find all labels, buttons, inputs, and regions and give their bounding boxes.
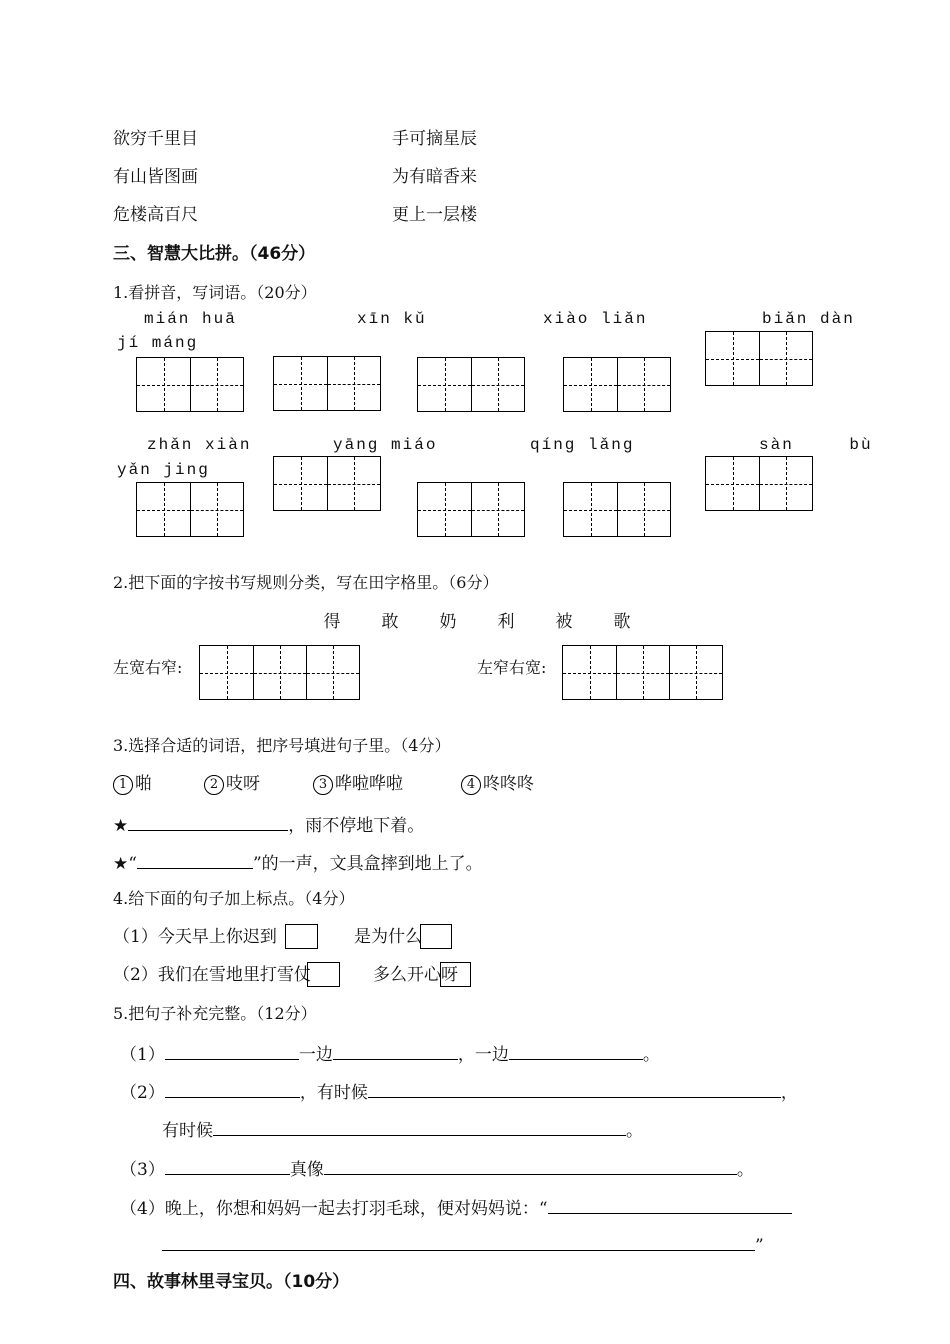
- blank-q5-4b[interactable]: [162, 1232, 755, 1251]
- tian-grid-san-bu[interactable]: [705, 456, 813, 511]
- pinyin-qing-lang: qíng lǎng: [530, 436, 635, 454]
- q5-line-2: （2） ，有时候 ，: [120, 1079, 798, 1104]
- option-3: 3 哗啦哗啦: [313, 773, 403, 795]
- circled-number: 2: [204, 775, 224, 795]
- char-de: 得: [323, 612, 341, 632]
- q5-line-1: （1） 一边 ，一边 。: [120, 1041, 660, 1066]
- punctuation-box-2[interactable]: [420, 924, 452, 949]
- poem-right-3: 更上一层楼: [392, 205, 477, 225]
- q4-sentence-1a: （1）今天早上你迟到: [113, 927, 277, 947]
- q3-sentence-1: ★ ，雨不停地下着。: [113, 812, 424, 837]
- blank-q5-2b[interactable]: [368, 1079, 781, 1098]
- pinyin-yang-miao: yāng miáo: [333, 436, 438, 454]
- poem-left-1: 欲穷千里目: [113, 129, 198, 149]
- blank-q5-1c[interactable]: [509, 1041, 643, 1060]
- q4-sentence-1b: 是为什么: [354, 927, 422, 947]
- char-li: 利: [497, 612, 515, 632]
- q2-title: 2.把下面的字按书写规则分类，写在田字格里。（6分）: [113, 573, 499, 592]
- q3-sentence-2: ★“ ”的一声，文具盒摔到地上了。: [113, 850, 483, 875]
- blank-q5-3a[interactable]: [165, 1156, 290, 1175]
- tian-grid-ji-mang[interactable]: [136, 357, 244, 412]
- blank-1[interactable]: [128, 812, 288, 831]
- tian-grid-right-wide[interactable]: [562, 645, 723, 700]
- blank-q5-2a[interactable]: [165, 1079, 300, 1098]
- q5-line-4b: ”: [162, 1232, 764, 1257]
- pinyin-mian-hua: mián huā: [144, 310, 237, 328]
- q1-title: 1.看拼音，写词语。（20分）: [113, 283, 317, 302]
- poem-right-2: 为有暗香来: [392, 167, 477, 187]
- char-nai: 奶: [439, 612, 457, 632]
- pinyin-ji-mang: jí máng: [117, 334, 199, 352]
- pinyin-xiao-lian: xiào liǎn: [543, 310, 648, 328]
- poem-left-2: 有山皆图画: [113, 167, 198, 187]
- star-icon: ★: [113, 816, 129, 836]
- blank-q5-1b[interactable]: [333, 1041, 458, 1060]
- tian-grid-yan-jing[interactable]: [136, 482, 244, 537]
- circled-number: 1: [113, 775, 133, 795]
- tian-grid-mian-hua[interactable]: [273, 356, 381, 411]
- tian-grid-bian-dan[interactable]: [705, 331, 813, 386]
- blank-q5-3b[interactable]: [324, 1156, 737, 1175]
- char-ge: 歌: [613, 612, 631, 632]
- left-wide-label: 左宽右窄:: [113, 658, 183, 677]
- q5-line-2b: 有时候 。: [162, 1117, 643, 1142]
- section-3-title: 三、智慧大比拼。（46分）: [113, 244, 316, 264]
- tian-grid-xiao-lian[interactable]: [563, 357, 671, 412]
- char-bei: 被: [555, 612, 573, 632]
- blank-q5-4a[interactable]: [548, 1195, 792, 1214]
- pinyin-bian-dan: biǎn dàn: [762, 310, 855, 328]
- tian-grid-yang-miao[interactable]: [417, 482, 525, 537]
- option-1: 1 啪: [113, 773, 152, 795]
- blank-2[interactable]: [137, 850, 253, 869]
- punctuation-box-4[interactable]: [440, 962, 471, 987]
- tian-grid-xin-ku[interactable]: [417, 357, 525, 412]
- blank-q5-1a[interactable]: [165, 1041, 299, 1060]
- pinyin-zhan-xian: zhǎn xiàn: [147, 436, 252, 454]
- option-2: 2 吱呀: [204, 773, 260, 795]
- q5-line-4: （4）晚上，你想和妈妈一起去打羽毛球，便对妈妈说：“: [120, 1195, 792, 1220]
- option-4: 4 咚咚咚: [461, 773, 534, 795]
- pinyin-xin-ku: xīn kǔ: [357, 310, 427, 328]
- q2-characters: [303, 611, 651, 633]
- q4-sentence-2b: 多么开心呀: [373, 965, 458, 985]
- char-gan: 敢: [381, 612, 399, 632]
- blank-q5-2c[interactable]: [213, 1117, 626, 1136]
- q5-line-3: （3） 真像 。: [120, 1156, 754, 1181]
- tian-grid-zhan-xian[interactable]: [273, 456, 381, 511]
- tian-grid-left-wide[interactable]: [199, 645, 360, 700]
- circled-number: 4: [461, 775, 481, 795]
- q3-title: 3.选择合适的词语，把序号填进句子里。（4分）: [113, 736, 451, 755]
- punctuation-box-3[interactable]: [307, 962, 340, 987]
- pinyin-yan-jing: yǎn jing: [117, 461, 210, 479]
- poem-left-3: 危楼高百尺: [113, 205, 198, 225]
- q4-sentence-2a: （2）我们在雪地里打雪仗: [113, 965, 311, 985]
- poem-right-1: 手可摘星辰: [392, 129, 477, 149]
- q5-title: 5.把句子补充完整。（12分）: [113, 1004, 317, 1023]
- tian-grid-qing-lang[interactable]: [563, 482, 671, 537]
- star-icon: ★: [113, 854, 129, 874]
- right-wide-label: 左窄右宽:: [477, 658, 547, 677]
- circled-number: 3: [313, 775, 333, 795]
- pinyin-san-bu: sàn bù: [759, 436, 873, 454]
- punctuation-box-1[interactable]: [285, 924, 318, 949]
- section-4-title: 四、故事林里寻宝贝。（10分）: [113, 1272, 350, 1292]
- q4-title: 4.给下面的句子加上标点。（4分）: [113, 889, 355, 908]
